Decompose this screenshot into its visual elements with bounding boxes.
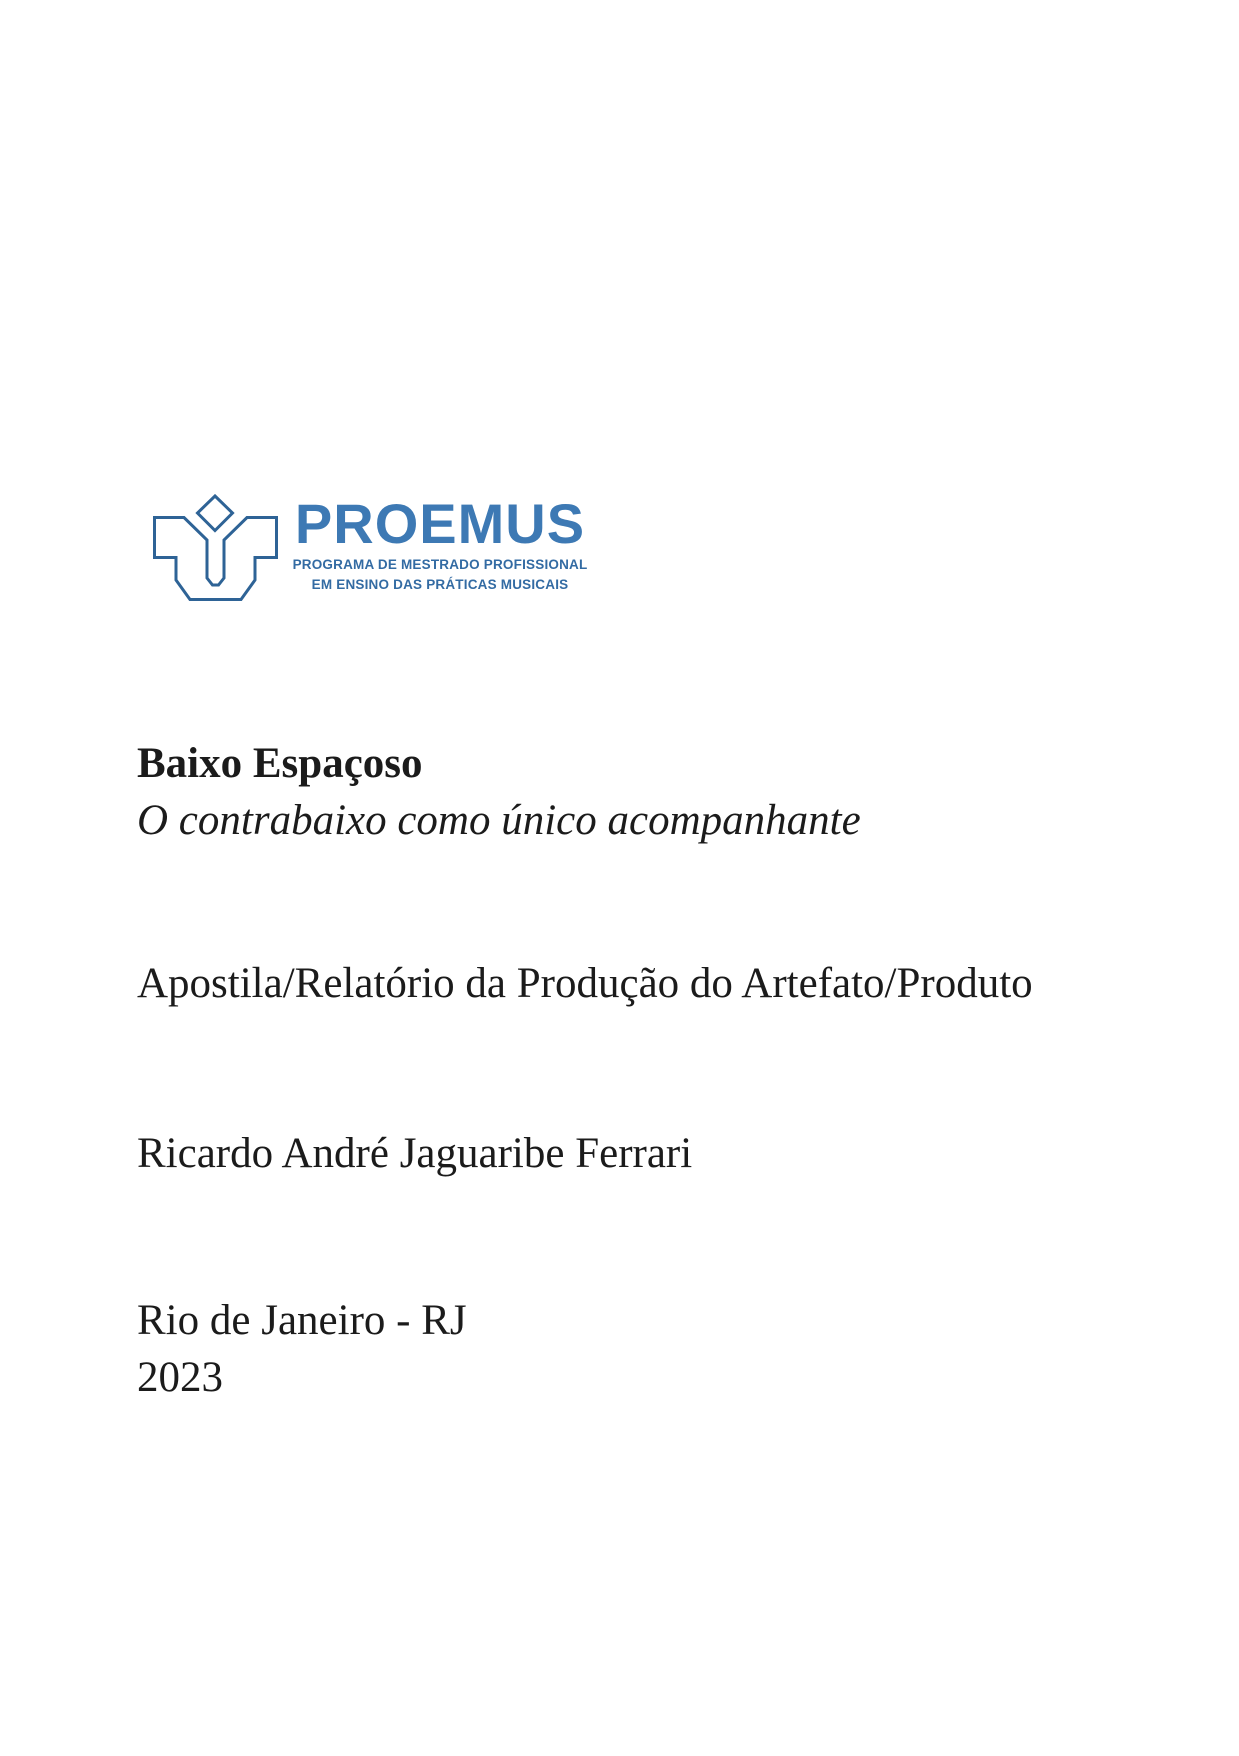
document-subtitle: O contrabaixo como único acompanhante bbox=[137, 797, 861, 844]
year-line: 2023 bbox=[137, 1354, 223, 1401]
document-title: Baixo Espaçoso bbox=[137, 740, 423, 787]
logo-tagline-line2: EM ENSINO DAS PRÁTICAS MUSICAIS bbox=[311, 576, 569, 592]
location-line: Rio de Janeiro - RJ bbox=[137, 1297, 467, 1344]
unirio-emblem-icon bbox=[153, 494, 278, 602]
proemus-logo bbox=[153, 492, 588, 602]
title-block bbox=[137, 735, 861, 849]
logo-tagline bbox=[293, 555, 588, 594]
place-year-block bbox=[137, 1292, 467, 1406]
logo-tagline-line1: PROGRAMA DE MESTRADO PROFISSIONAL bbox=[292, 557, 588, 572]
emblem-diamond-shape bbox=[198, 496, 233, 531]
document-type-line: Apostila/Relatório da Produção do Artefato/Produto bbox=[137, 960, 1033, 1007]
author-name: Ricardo André Jaguaribe Ferrari bbox=[137, 1130, 693, 1177]
logo-text-block bbox=[292, 492, 588, 594]
logo-wordmark: PROEMUS bbox=[294, 492, 586, 555]
